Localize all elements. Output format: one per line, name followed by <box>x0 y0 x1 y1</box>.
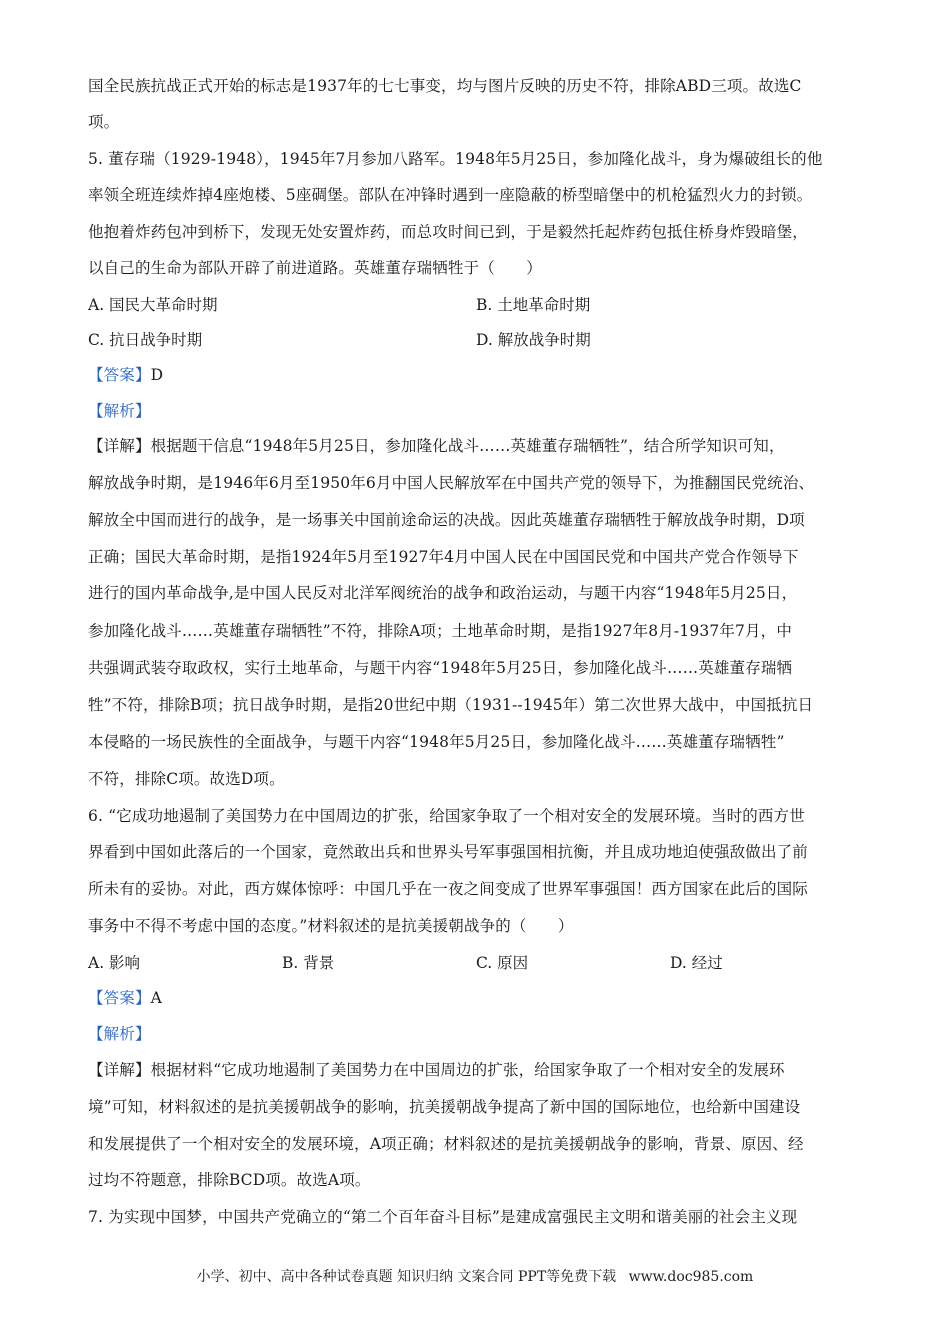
answer-tag: 【答案】 <box>88 366 151 384</box>
detail-line: 解放全中国而进行的战争，是一场事关中国前途命运的决战。因此英雄董存瑞牺牲于解放战争时期，D项 <box>88 511 805 529</box>
footer-text: 小学、初中、高中各种试卷真题 知识归纳 文案合同 PPT等免费下载 <box>196 1269 617 1285</box>
option-a: A. 影响 <box>88 954 141 972</box>
question-5-stem: 他抱着炸药包冲到桥下，发现无处安置炸药，而总攻时间已到，于是毅然托起炸药包抵住桥身炸毁暗堡， <box>88 223 808 241</box>
option-c: C. 抗日战争时期 <box>88 331 203 349</box>
question-6-stem: 界看到中国如此落后的一个国家，竟然敢出兵和世界头号军事强国相抗衡，并且成功地迫使强敌做出了前 <box>88 843 808 861</box>
option-d: D. 经过 <box>670 954 723 972</box>
text-line: 项。 <box>88 113 120 131</box>
option-b: B. 背景 <box>282 954 335 972</box>
question-6-stem: 事务中不得不考虑中国的态度。”材料叙述的是抗美援朝战争的（ ） <box>88 917 574 935</box>
option-c: C. 原因 <box>476 954 529 972</box>
option-a: A. 国民大革命时期 <box>88 296 218 314</box>
detail-line: 牲”不符，排除B项；抗日战争时期，是指20世纪中期（1931--1945年）第二次世界大战中，中国抵抗日 <box>88 696 814 714</box>
detail-line: 不符，排除C项。故选D项。 <box>88 770 285 788</box>
analysis-heading <box>88 1022 868 1046</box>
answer-value: A <box>150 989 162 1007</box>
detail-line <box>88 434 868 458</box>
analysis-tag: 【解析】 <box>88 1025 151 1043</box>
answer-tag: 【答案】 <box>88 989 151 1007</box>
analysis-tag: 【解析】 <box>88 402 151 420</box>
question-5-stem: 5. 董存瑞（1929-1948），1945年7月参加八路军。1948年5月25日，参加隆化战斗，身为爆破组长的他 <box>88 150 823 168</box>
answer-value: D <box>150 366 164 384</box>
detail-line: 解放战争时期，是1946年6月至1950年6月中国人民解放军在中国共产党的领导下，为推翻国民党统治、 <box>88 474 815 492</box>
detail-line: 和发展提供了一个相对安全的发展环境，A项正确；材料叙述的是抗美援朝战争的影响，背景、原因、经 <box>88 1135 804 1153</box>
detail-line: 本侵略的一场民族性的全面战争，与题干内容“1948年5月25日，参加隆化战斗……英雄董存瑞牺牲” <box>88 733 785 751</box>
question-6-stem: 所未有的妥协。对此，西方媒体惊呼：中国几乎在一夜之间变成了世界军事强国！西方国家在此后的国际 <box>88 880 808 898</box>
option-b: B. 土地革命时期 <box>476 296 591 314</box>
detail-line: 正确；国民大革命时期，是指1924年5月至1927年4月中国人民在中国国民党和中国共产党合作领导下 <box>88 548 799 566</box>
detail-line: 境”可知，材料叙述的是抗美援朝战争的影响，抗美援朝战争提高了新中国的国际地位，也给新中国建设 <box>88 1098 801 1116</box>
detail-tag: 【详解】 <box>88 437 151 455</box>
detail-text: 根据题干信息“1948年5月25日，参加隆化战斗……英雄董存瑞牺牲”，结合所学知识可知， <box>150 437 785 455</box>
detail-line: 参加隆化战斗……英雄董存瑞牺牲”不符，排除A项；土地革命时期，是指1927年8月-1937年7月，中 <box>88 622 792 640</box>
detail-line: 共强调武装夺取政权，实行土地革命，与题干内容“1948年5月25日，参加隆化战斗……英雄董存瑞牺 <box>88 659 793 677</box>
text-line: 国全民族抗战正式开始的标志是1937年的七七事变，均与图片反映的历史不符，排除ABD三项。故选C <box>88 77 802 95</box>
page-footer <box>0 1266 950 1288</box>
detail-line: 过均不符题意，排除BCD项。故选A项。 <box>88 1171 371 1189</box>
analysis-heading <box>88 399 868 423</box>
question-7-stem: 7. 为实现中国梦，中国共产党确立的“第二个百年奋斗目标”是建成富强民主文明和谐美丽的社会主义现 <box>88 1208 798 1226</box>
detail-tag: 【详解】 <box>88 1061 151 1079</box>
question-5-stem: 以自己的生命为部队开辟了前进道路。英雄董存瑞牺牲于（ ） <box>88 259 542 277</box>
detail-line: 进行的国内革命战争,是中国人民反对北洋军阀统治的战争和政治运动，与题干内容“1948年5月25日， <box>88 584 798 602</box>
option-d: D. 解放战争时期 <box>476 331 591 349</box>
detail-text: 根据材料“它成功地遏制了美国势力在中国周边的扩张，给国家争取了一个相对安全的发展环 <box>150 1061 785 1079</box>
question-6-stem: 6. “它成功地遏制了美国势力在中国周边的扩张，给国家争取了一个相对安全的发展环境。当时的西方世 <box>88 807 805 825</box>
answer-line <box>88 986 868 1010</box>
question-5-stem: 率领全班连续炸掉4座炮楼、5座碉堡。部队在冲锋时遇到一座隐蔽的桥型暗堡中的机枪猛烈火力的封锁。 <box>88 186 813 204</box>
answer-line <box>88 363 868 387</box>
footer-link[interactable]: www.doc985.com <box>628 1269 754 1285</box>
detail-line <box>88 1058 868 1082</box>
